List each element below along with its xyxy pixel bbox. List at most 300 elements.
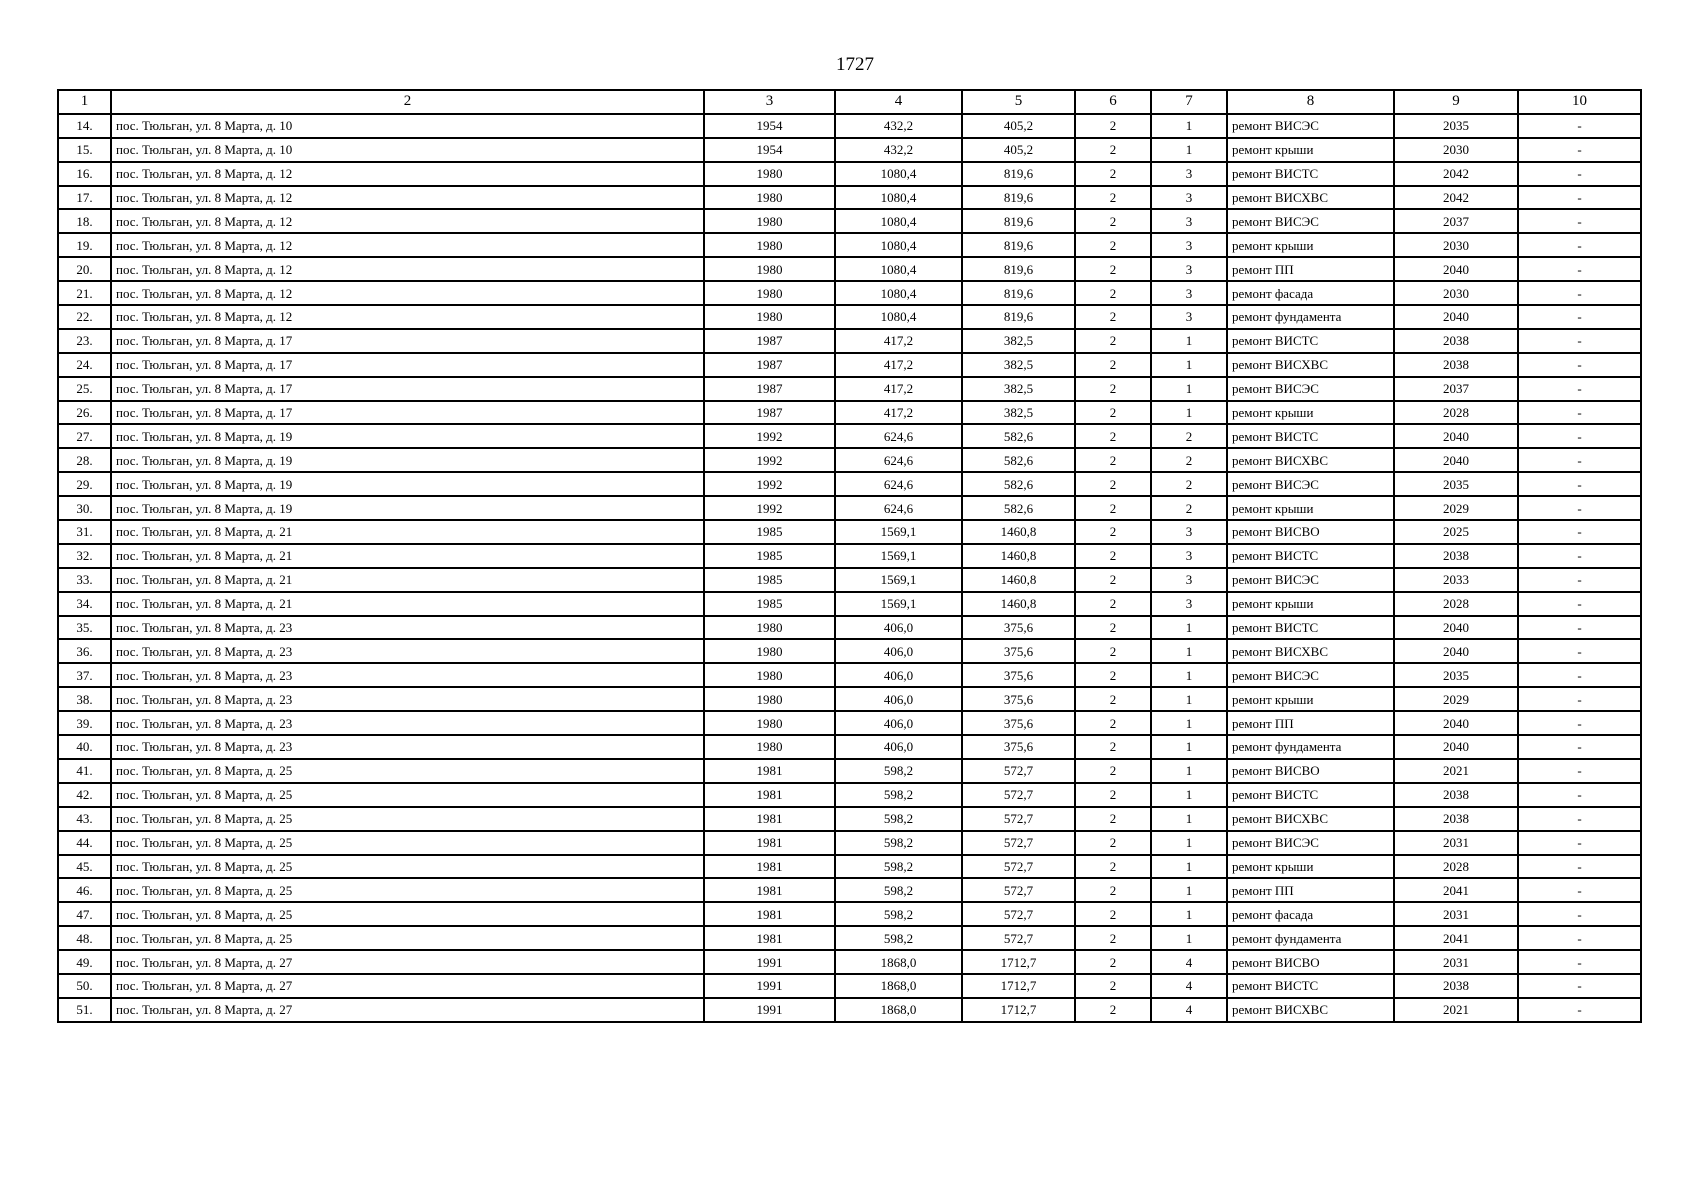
repair-type-cell: ремонт фундамента: [1227, 305, 1394, 329]
note-cell: -: [1518, 544, 1641, 568]
year-built-cell: 1980: [704, 663, 835, 687]
address-cell: пос. Тюльган, ул. 8 Марта, д. 17: [111, 377, 704, 401]
entrances-cell: 1: [1151, 783, 1227, 807]
living-area-cell: 819,6: [962, 209, 1075, 233]
total-area-cell: 1569,1: [835, 592, 962, 616]
entrances-cell: 1: [1151, 663, 1227, 687]
living-area-cell: 382,5: [962, 377, 1075, 401]
entrances-cell: 3: [1151, 281, 1227, 305]
address-cell: пос. Тюльган, ул. 8 Марта, д. 19: [111, 424, 704, 448]
living-area-cell: 582,6: [962, 496, 1075, 520]
repair-type-cell: ремонт ВИСХВС: [1227, 807, 1394, 831]
note-cell: -: [1518, 855, 1641, 879]
repair-type-cell: ремонт ВИСВО: [1227, 520, 1394, 544]
address-cell: пос. Тюльган, ул. 8 Марта, д. 25: [111, 855, 704, 879]
table-row: [58, 472, 1641, 496]
entrances-cell: 2: [1151, 496, 1227, 520]
entrances-cell: 1: [1151, 377, 1227, 401]
row-number-cell: 20.: [58, 257, 111, 281]
entrances-cell: 1: [1151, 855, 1227, 879]
row-number-cell: 46.: [58, 878, 111, 902]
table-row: [58, 233, 1641, 257]
living-area-cell: 1460,8: [962, 592, 1075, 616]
address-cell: пос. Тюльган, ул. 8 Марта, д. 19: [111, 472, 704, 496]
address-cell: пос. Тюльган, ул. 8 Марта, д. 17: [111, 401, 704, 425]
year-built-cell: 1980: [704, 687, 835, 711]
table-row: [58, 639, 1641, 663]
row-number-cell: 36.: [58, 639, 111, 663]
table-row: [58, 114, 1641, 138]
page-number: 1727: [836, 54, 874, 75]
year-built-cell: 1981: [704, 855, 835, 879]
address-cell: пос. Тюльган, ул. 8 Марта, д. 25: [111, 759, 704, 783]
floors-cell: 2: [1075, 855, 1151, 879]
living-area-cell: 572,7: [962, 902, 1075, 926]
living-area-cell: 819,6: [962, 257, 1075, 281]
planned-year-cell: 2040: [1394, 711, 1518, 735]
table-row: [58, 783, 1641, 807]
floors-cell: 2: [1075, 281, 1151, 305]
row-number-cell: 21.: [58, 281, 111, 305]
table-row: [58, 544, 1641, 568]
address-cell: пос. Тюльган, ул. 8 Марта, д. 12: [111, 233, 704, 257]
year-built-cell: 1981: [704, 759, 835, 783]
note-cell: -: [1518, 162, 1641, 186]
entrances-cell: 1: [1151, 831, 1227, 855]
note-cell: -: [1518, 974, 1641, 998]
year-built-cell: 1980: [704, 257, 835, 281]
total-area-cell: 624,6: [835, 448, 962, 472]
note-cell: -: [1518, 783, 1641, 807]
repair-type-cell: ремонт фасада: [1227, 902, 1394, 926]
floors-cell: 2: [1075, 831, 1151, 855]
living-area-cell: 572,7: [962, 926, 1075, 950]
total-area-cell: 1080,4: [835, 209, 962, 233]
entrances-cell: 1: [1151, 687, 1227, 711]
planned-year-cell: 2028: [1394, 401, 1518, 425]
address-cell: пос. Тюльган, ул. 8 Марта, д. 25: [111, 807, 704, 831]
entrances-cell: 1: [1151, 735, 1227, 759]
planned-year-cell: 2029: [1394, 496, 1518, 520]
address-cell: пос. Тюльган, ул. 8 Марта, д. 23: [111, 616, 704, 640]
total-area-cell: 598,2: [835, 855, 962, 879]
floors-cell: 2: [1075, 807, 1151, 831]
note-cell: -: [1518, 138, 1641, 162]
capital-repair-table: [57, 89, 1642, 1023]
floors-cell: 2: [1075, 663, 1151, 687]
entrances-cell: 3: [1151, 209, 1227, 233]
year-built-cell: 1980: [704, 711, 835, 735]
entrances-cell: 1: [1151, 353, 1227, 377]
planned-year-cell: 2042: [1394, 186, 1518, 210]
year-built-cell: 1981: [704, 902, 835, 926]
note-cell: -: [1518, 568, 1641, 592]
address-cell: пос. Тюльган, ул. 8 Марта, д. 25: [111, 783, 704, 807]
floors-cell: 2: [1075, 687, 1151, 711]
table-row: [58, 305, 1641, 329]
planned-year-cell: 2040: [1394, 639, 1518, 663]
floors-cell: 2: [1075, 162, 1151, 186]
planned-year-cell: 2040: [1394, 424, 1518, 448]
floors-cell: 2: [1075, 401, 1151, 425]
living-area-cell: 582,6: [962, 472, 1075, 496]
total-area-cell: 624,6: [835, 424, 962, 448]
row-number-cell: 32.: [58, 544, 111, 568]
row-number-cell: 45.: [58, 855, 111, 879]
total-area-cell: 1080,4: [835, 305, 962, 329]
column-header-3: 3: [704, 90, 835, 114]
total-area-cell: 1868,0: [835, 950, 962, 974]
address-cell: пос. Тюльган, ул. 8 Марта, д. 21: [111, 592, 704, 616]
row-number-cell: 28.: [58, 448, 111, 472]
planned-year-cell: 2035: [1394, 472, 1518, 496]
note-cell: -: [1518, 424, 1641, 448]
repair-type-cell: ремонт ВИСЭС: [1227, 377, 1394, 401]
total-area-cell: 598,2: [835, 878, 962, 902]
planned-year-cell: 2038: [1394, 544, 1518, 568]
year-built-cell: 1981: [704, 783, 835, 807]
column-header-2: 2: [111, 90, 704, 114]
total-area-cell: 598,2: [835, 807, 962, 831]
repair-type-cell: ремонт ВИСХВС: [1227, 353, 1394, 377]
year-built-cell: 1980: [704, 616, 835, 640]
table-row: [58, 878, 1641, 902]
planned-year-cell: 2030: [1394, 138, 1518, 162]
total-area-cell: 624,6: [835, 496, 962, 520]
address-cell: пос. Тюльган, ул. 8 Марта, д. 10: [111, 138, 704, 162]
year-built-cell: 1980: [704, 233, 835, 257]
planned-year-cell: 2021: [1394, 998, 1518, 1022]
total-area-cell: 406,0: [835, 735, 962, 759]
floors-cell: 2: [1075, 305, 1151, 329]
row-number-cell: 47.: [58, 902, 111, 926]
repair-type-cell: ремонт ВИСТС: [1227, 544, 1394, 568]
floors-cell: 2: [1075, 783, 1151, 807]
entrances-cell: 3: [1151, 186, 1227, 210]
living-area-cell: 582,6: [962, 448, 1075, 472]
planned-year-cell: 2037: [1394, 377, 1518, 401]
year-built-cell: 1991: [704, 998, 835, 1022]
row-number-cell: 39.: [58, 711, 111, 735]
row-number-cell: 38.: [58, 687, 111, 711]
year-built-cell: 1985: [704, 520, 835, 544]
address-cell: пос. Тюльган, ул. 8 Марта, д. 12: [111, 209, 704, 233]
entrances-cell: 1: [1151, 878, 1227, 902]
year-built-cell: 1980: [704, 639, 835, 663]
total-area-cell: 598,2: [835, 783, 962, 807]
entrances-cell: 1: [1151, 616, 1227, 640]
table-row: [58, 616, 1641, 640]
living-area-cell: 1712,7: [962, 998, 1075, 1022]
floors-cell: 2: [1075, 209, 1151, 233]
address-cell: пос. Тюльган, ул. 8 Марта, д. 17: [111, 329, 704, 353]
total-area-cell: 1080,4: [835, 186, 962, 210]
planned-year-cell: 2028: [1394, 592, 1518, 616]
note-cell: -: [1518, 998, 1641, 1022]
repair-type-cell: ремонт ВИСХВС: [1227, 186, 1394, 210]
year-built-cell: 1985: [704, 592, 835, 616]
address-cell: пос. Тюльган, ул. 8 Марта, д. 25: [111, 878, 704, 902]
living-area-cell: 375,6: [962, 616, 1075, 640]
year-built-cell: 1987: [704, 377, 835, 401]
entrances-cell: 3: [1151, 233, 1227, 257]
total-area-cell: 1569,1: [835, 544, 962, 568]
table-row: [58, 377, 1641, 401]
living-area-cell: 405,2: [962, 114, 1075, 138]
table-row: [58, 209, 1641, 233]
planned-year-cell: 2037: [1394, 209, 1518, 233]
row-number-cell: 23.: [58, 329, 111, 353]
table-row: [58, 520, 1641, 544]
planned-year-cell: 2040: [1394, 257, 1518, 281]
row-number-cell: 26.: [58, 401, 111, 425]
note-cell: -: [1518, 902, 1641, 926]
row-number-cell: 30.: [58, 496, 111, 520]
planned-year-cell: 2040: [1394, 448, 1518, 472]
note-cell: -: [1518, 616, 1641, 640]
living-area-cell: 375,6: [962, 687, 1075, 711]
table-row: [58, 759, 1641, 783]
total-area-cell: 1569,1: [835, 520, 962, 544]
row-number-cell: 14.: [58, 114, 111, 138]
entrances-cell: 1: [1151, 114, 1227, 138]
floors-cell: 2: [1075, 424, 1151, 448]
row-number-cell: 31.: [58, 520, 111, 544]
living-area-cell: 375,6: [962, 711, 1075, 735]
floors-cell: 2: [1075, 974, 1151, 998]
year-built-cell: 1980: [704, 186, 835, 210]
floors-cell: 2: [1075, 329, 1151, 353]
note-cell: -: [1518, 353, 1641, 377]
living-area-cell: 572,7: [962, 855, 1075, 879]
table-row: [58, 448, 1641, 472]
floors-cell: 2: [1075, 353, 1151, 377]
column-number-row: [58, 90, 1641, 114]
repair-type-cell: ремонт крыши: [1227, 138, 1394, 162]
note-cell: -: [1518, 401, 1641, 425]
repair-type-cell: ремонт ВИСЭС: [1227, 663, 1394, 687]
repair-type-cell: ремонт фундамента: [1227, 926, 1394, 950]
note-cell: -: [1518, 592, 1641, 616]
entrances-cell: 1: [1151, 902, 1227, 926]
floors-cell: 2: [1075, 377, 1151, 401]
planned-year-cell: 2030: [1394, 233, 1518, 257]
row-number-cell: 51.: [58, 998, 111, 1022]
repair-type-cell: ремонт ВИСЭС: [1227, 472, 1394, 496]
living-area-cell: 1460,8: [962, 520, 1075, 544]
entrances-cell: 4: [1151, 974, 1227, 998]
total-area-cell: 624,6: [835, 472, 962, 496]
repair-type-cell: ремонт ВИСТС: [1227, 329, 1394, 353]
entrances-cell: 1: [1151, 138, 1227, 162]
total-area-cell: 417,2: [835, 377, 962, 401]
living-area-cell: 1712,7: [962, 950, 1075, 974]
note-cell: -: [1518, 472, 1641, 496]
table-row: [58, 353, 1641, 377]
floors-cell: 2: [1075, 902, 1151, 926]
address-cell: пос. Тюльган, ул. 8 Марта, д. 12: [111, 305, 704, 329]
total-area-cell: 598,2: [835, 902, 962, 926]
repair-type-cell: ремонт ВИСЭС: [1227, 831, 1394, 855]
living-area-cell: 819,6: [962, 233, 1075, 257]
row-number-cell: 50.: [58, 974, 111, 998]
row-number-cell: 41.: [58, 759, 111, 783]
row-number-cell: 27.: [58, 424, 111, 448]
floors-cell: 2: [1075, 711, 1151, 735]
table-body: [58, 114, 1641, 1022]
note-cell: -: [1518, 735, 1641, 759]
total-area-cell: 406,0: [835, 639, 962, 663]
entrances-cell: 2: [1151, 424, 1227, 448]
address-cell: пос. Тюльган, ул. 8 Марта, д. 12: [111, 162, 704, 186]
total-area-cell: 1868,0: [835, 974, 962, 998]
column-header-6: 6: [1075, 90, 1151, 114]
repair-type-cell: ремонт ВИСХВС: [1227, 639, 1394, 663]
table-row: [58, 186, 1641, 210]
repair-type-cell: ремонт крыши: [1227, 496, 1394, 520]
total-area-cell: 1080,4: [835, 162, 962, 186]
address-cell: пос. Тюльган, ул. 8 Марта, д. 12: [111, 281, 704, 305]
living-area-cell: 819,6: [962, 162, 1075, 186]
repair-type-cell: ремонт ПП: [1227, 257, 1394, 281]
total-area-cell: 598,2: [835, 926, 962, 950]
entrances-cell: 3: [1151, 568, 1227, 592]
year-built-cell: 1987: [704, 401, 835, 425]
entrances-cell: 1: [1151, 711, 1227, 735]
planned-year-cell: 2025: [1394, 520, 1518, 544]
table-row: [58, 281, 1641, 305]
row-number-cell: 34.: [58, 592, 111, 616]
total-area-cell: 432,2: [835, 138, 962, 162]
address-cell: пос. Тюльган, ул. 8 Марта, д. 19: [111, 448, 704, 472]
entrances-cell: 2: [1151, 472, 1227, 496]
note-cell: -: [1518, 926, 1641, 950]
year-built-cell: 1981: [704, 831, 835, 855]
year-built-cell: 1985: [704, 544, 835, 568]
table-row: [58, 496, 1641, 520]
table-row: [58, 831, 1641, 855]
year-built-cell: 1981: [704, 878, 835, 902]
row-number-cell: 42.: [58, 783, 111, 807]
total-area-cell: 1569,1: [835, 568, 962, 592]
column-header-7: 7: [1151, 90, 1227, 114]
address-cell: пос. Тюльган, ул. 8 Марта, д. 21: [111, 520, 704, 544]
living-area-cell: 819,6: [962, 305, 1075, 329]
entrances-cell: 3: [1151, 162, 1227, 186]
note-cell: -: [1518, 305, 1641, 329]
table-row: [58, 329, 1641, 353]
planned-year-cell: 2035: [1394, 663, 1518, 687]
repair-type-cell: ремонт ВИСТС: [1227, 162, 1394, 186]
note-cell: -: [1518, 831, 1641, 855]
table-row: [58, 138, 1641, 162]
total-area-cell: 417,2: [835, 401, 962, 425]
column-header-8: 8: [1227, 90, 1394, 114]
repair-type-cell: ремонт фасада: [1227, 281, 1394, 305]
year-built-cell: 1991: [704, 950, 835, 974]
table-row: [58, 902, 1641, 926]
row-number-cell: 19.: [58, 233, 111, 257]
entrances-cell: 1: [1151, 401, 1227, 425]
floors-cell: 2: [1075, 520, 1151, 544]
total-area-cell: 406,0: [835, 663, 962, 687]
living-area-cell: 1460,8: [962, 568, 1075, 592]
planned-year-cell: 2030: [1394, 281, 1518, 305]
row-number-cell: 17.: [58, 186, 111, 210]
address-cell: пос. Тюльган, ул. 8 Марта, д. 23: [111, 687, 704, 711]
note-cell: -: [1518, 209, 1641, 233]
floors-cell: 2: [1075, 950, 1151, 974]
living-area-cell: 375,6: [962, 735, 1075, 759]
note-cell: -: [1518, 807, 1641, 831]
address-cell: пос. Тюльган, ул. 8 Марта, д. 10: [111, 114, 704, 138]
total-area-cell: 417,2: [835, 353, 962, 377]
note-cell: -: [1518, 281, 1641, 305]
living-area-cell: 1712,7: [962, 974, 1075, 998]
table-row: [58, 711, 1641, 735]
note-cell: -: [1518, 878, 1641, 902]
year-built-cell: 1954: [704, 114, 835, 138]
total-area-cell: 406,0: [835, 711, 962, 735]
table-row: [58, 735, 1641, 759]
year-built-cell: 1992: [704, 472, 835, 496]
entrances-cell: 1: [1151, 926, 1227, 950]
total-area-cell: 406,0: [835, 616, 962, 640]
entrances-cell: 1: [1151, 759, 1227, 783]
note-cell: -: [1518, 377, 1641, 401]
repair-type-cell: ремонт крыши: [1227, 233, 1394, 257]
year-built-cell: 1991: [704, 974, 835, 998]
row-number-cell: 49.: [58, 950, 111, 974]
year-built-cell: 1987: [704, 353, 835, 377]
planned-year-cell: 2035: [1394, 114, 1518, 138]
entrances-cell: 1: [1151, 329, 1227, 353]
entrances-cell: 1: [1151, 639, 1227, 663]
total-area-cell: 406,0: [835, 687, 962, 711]
note-cell: -: [1518, 496, 1641, 520]
address-cell: пос. Тюльган, ул. 8 Марта, д. 25: [111, 831, 704, 855]
address-cell: пос. Тюльган, ул. 8 Марта, д. 23: [111, 735, 704, 759]
note-cell: -: [1518, 687, 1641, 711]
table-row: [58, 950, 1641, 974]
total-area-cell: 417,2: [835, 329, 962, 353]
note-cell: -: [1518, 114, 1641, 138]
year-built-cell: 1980: [704, 735, 835, 759]
address-cell: пос. Тюльган, ул. 8 Марта, д. 27: [111, 974, 704, 998]
address-cell: пос. Тюльган, ул. 8 Марта, д. 27: [111, 950, 704, 974]
floors-cell: 2: [1075, 186, 1151, 210]
planned-year-cell: 2038: [1394, 783, 1518, 807]
repair-type-cell: ремонт ВИСТС: [1227, 783, 1394, 807]
address-cell: пос. Тюльган, ул. 8 Марта, д. 25: [111, 926, 704, 950]
floors-cell: 2: [1075, 735, 1151, 759]
entrances-cell: 3: [1151, 520, 1227, 544]
year-built-cell: 1992: [704, 424, 835, 448]
floors-cell: 2: [1075, 496, 1151, 520]
table-row: [58, 974, 1641, 998]
row-number-cell: 18.: [58, 209, 111, 233]
table-row: [58, 807, 1641, 831]
floors-cell: 2: [1075, 114, 1151, 138]
year-built-cell: 1992: [704, 448, 835, 472]
year-built-cell: 1980: [704, 162, 835, 186]
note-cell: -: [1518, 759, 1641, 783]
column-header-9: 9: [1394, 90, 1518, 114]
column-header-4: 4: [835, 90, 962, 114]
table-row: [58, 424, 1641, 448]
total-area-cell: 1080,4: [835, 281, 962, 305]
living-area-cell: 1460,8: [962, 544, 1075, 568]
